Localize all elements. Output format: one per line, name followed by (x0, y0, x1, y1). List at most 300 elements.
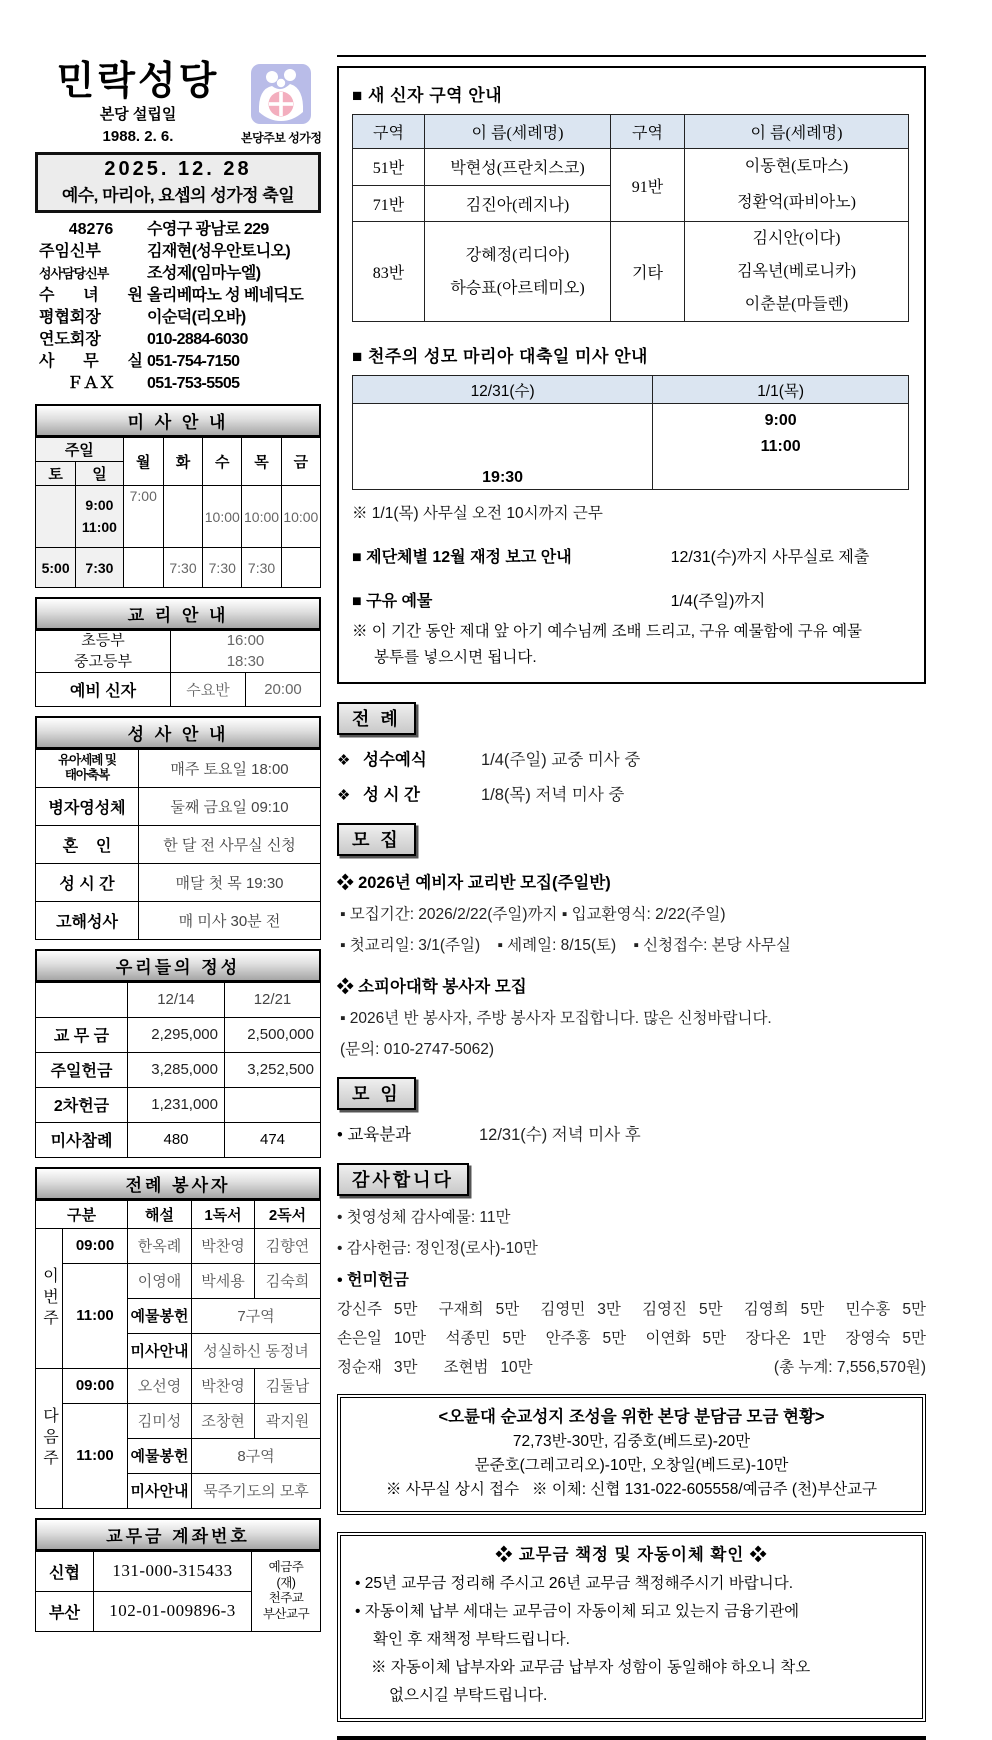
bottom-rule (337, 1736, 926, 1740)
meeting-item (337, 1121, 926, 1145)
cell: 5:00 (36, 548, 76, 588)
feast-mass-note: ※ 1/1(목) 사무실 오전 10시까지 근무 (352, 505, 603, 522)
cell: 51반 (353, 149, 425, 186)
table-row (36, 787, 321, 825)
recruit-item-line: ▪ 첫교리일: 3/1(주일) ▪ 세례일: 8/15(토) ▪ 신청접수: 본당 사무실 (340, 937, 791, 954)
cell (123, 548, 163, 588)
finance-report-desc: 12/31(수)까지 사무실로 제출 (670, 549, 870, 566)
cell: 묵주기도의 모후 (192, 1473, 321, 1508)
contact-list (35, 219, 321, 396)
donor-name: 안주홍 (545, 1330, 591, 1347)
table-row (36, 672, 321, 706)
col-header: 구분 (36, 1200, 128, 1228)
col-header: 구역 (353, 115, 425, 149)
recruit-item-line: ▪ 모집기간: 2026/2/22(주일)까지 ▪ 입교환영식: 2/22(주일) (340, 906, 726, 923)
donor-name: 손은일 (337, 1330, 382, 1347)
cell (685, 222, 909, 322)
donor (446, 1326, 527, 1348)
fund-box (337, 1394, 926, 1515)
donation-total: (총 누계: 7,556,570원) (773, 1359, 926, 1376)
table-row (36, 1403, 321, 1438)
contact-row (35, 285, 321, 307)
contact-label: 사 무 실 (39, 353, 143, 371)
col-header-date: 12/21 (225, 982, 321, 1017)
donor-row (337, 1326, 926, 1348)
table-row (36, 1263, 321, 1298)
founded-label: 본당 설립일 (99, 105, 177, 123)
donor-name: 장다온 (745, 1330, 791, 1347)
cell: 수요반 (171, 672, 246, 706)
account-number: 131-000-315433 (94, 1551, 252, 1591)
table-row (353, 222, 909, 322)
sacraments-table (35, 749, 321, 940)
table-row (353, 376, 909, 404)
diamond-bullet-icon: ❖ (337, 787, 351, 804)
cell: 성실하신 동정녀 (192, 1333, 321, 1368)
cell: 10:00 (281, 486, 320, 548)
contact-value: 051-754-7150 (147, 353, 240, 371)
table-row (36, 863, 321, 901)
feast-mass-title: ■ 천주의 성모 마리아 대축일 미사 안내 (352, 347, 648, 366)
sacrament-label: 유아세례 및 (58, 752, 116, 767)
cell: 474 (225, 1122, 321, 1157)
donor-name: 김영진 (642, 1301, 687, 1318)
recruit-section-header: 모 집 (337, 823, 416, 856)
contact-label: 연도회장 (39, 331, 101, 349)
contact-value: 조성제(임마누엘) (147, 264, 261, 282)
cell (653, 404, 909, 490)
cell: 김미성 (128, 1403, 192, 1438)
cell: 오선영 (128, 1368, 192, 1403)
bank-name: 부산 (36, 1591, 94, 1631)
account-number: 102-01-009896-3 (94, 1591, 252, 1631)
cell: 71반 (353, 185, 425, 222)
member-name: 이동현(토마스) (744, 158, 849, 175)
cell: 미사안내 (128, 1473, 192, 1508)
donor-amount: 5만 (902, 1301, 926, 1318)
cell: 둘째 금요일 09:10 (139, 787, 321, 825)
donor (746, 1326, 827, 1348)
pledge-box-line: 확인 후 재책정 부탁드립니다. (373, 1630, 570, 1648)
table-row (36, 1087, 321, 1122)
donor (642, 1297, 723, 1319)
recruit-item-line: ▪ 2026년 반 봉사자, 주방 봉사자 모집합니다. 많은 신청바랍니다. (340, 1010, 772, 1027)
table-row (353, 115, 909, 149)
donor (540, 1297, 621, 1319)
contact-value: 올리베따노 성 베네딕도 (147, 287, 304, 305)
accounts-table (35, 1551, 321, 1632)
mass-schedule-table (35, 437, 321, 588)
col-header-fri: 금 (281, 438, 320, 486)
masthead (35, 60, 321, 147)
cell: 미사안내 (128, 1333, 192, 1368)
table-row (36, 1052, 321, 1087)
cell (36, 749, 139, 787)
crib-note: 봉투를 넣으시면 됩니다. (374, 649, 537, 666)
col-header: 1/1(목) (653, 376, 909, 404)
feast-mass-table (352, 375, 909, 490)
cell: 11:00 (63, 1403, 128, 1508)
left-column (35, 60, 321, 1632)
cell: 2차헌금 (36, 1087, 128, 1122)
week-label: 다음주 (36, 1368, 63, 1508)
donor-name: 정순재 (337, 1359, 382, 1376)
donor-name: 석종민 (445, 1330, 491, 1347)
crib-offering-desc: 1/4(주일)까지 (670, 593, 766, 610)
donor-amount: 5만 (602, 1330, 627, 1347)
cell (36, 486, 76, 548)
liturgy-item (337, 781, 926, 805)
cell: 매주 토요일 18:00 (139, 749, 321, 787)
new-members-table (352, 114, 909, 322)
cell (163, 486, 202, 548)
cell: 10:00 (242, 486, 281, 548)
col-header-tue: 화 (163, 438, 202, 486)
cell: 교 무 금 (36, 1017, 128, 1052)
logo-caption: 본당주보 성가정 (241, 131, 322, 145)
meeting-item-label: • 교육분과 (337, 1126, 412, 1144)
table-row (36, 982, 321, 1017)
recruit-item-title: ❖ 소피아대학 봉사자 모집 (337, 978, 527, 996)
catechism-group: 초등부 (81, 632, 125, 650)
table-row (36, 1228, 321, 1263)
donor-row (337, 1297, 926, 1319)
catechism-table (35, 630, 321, 707)
cell: 성 시 간 (36, 863, 139, 901)
cell: 83반 (353, 222, 425, 322)
account-holder (252, 1551, 321, 1631)
cell: 고해성사 (36, 901, 139, 939)
cell: 09:00 (63, 1368, 128, 1403)
cell: 예비 신자 (36, 672, 171, 706)
bank-name: 신협 (36, 1551, 94, 1591)
cell (685, 149, 909, 222)
table-row (36, 1200, 321, 1228)
contact-label: ＦＡＸ (66, 375, 115, 393)
liturgy-item-desc: 1/4(주일) 교중 미사 중 (481, 751, 641, 769)
pledge-box-line: • 25년 교무금 정리해 주시고 26년 교무금 책정해주시기 바랍니다. (355, 1574, 794, 1592)
cell: 김둘남 (255, 1368, 321, 1403)
donor-name: 강신주 (337, 1301, 382, 1318)
donor (337, 1297, 418, 1319)
cell: 1,231,000 (128, 1087, 225, 1122)
cell (36, 982, 128, 1017)
meeting-section-header: 모 임 (337, 1077, 416, 1110)
cell: 8구역 (192, 1438, 321, 1473)
table-row (36, 1017, 321, 1052)
liturgy-item (337, 746, 926, 770)
fund-box-line: 문준호(그레고리오)-10만, 오창일(베드로)-10만 (474, 1456, 789, 1474)
cell (171, 631, 321, 673)
donor-amount: 3만 (597, 1301, 621, 1318)
feast-name: 예수, 마리아, 요셉의 성가정 축일 (61, 185, 295, 205)
mass-time: 11:00 (760, 438, 801, 456)
col-header-mon: 월 (123, 438, 163, 486)
donor-name: 이연화 (645, 1330, 691, 1347)
donor-name: 장영숙 (845, 1330, 891, 1347)
contact-label: 주임신부 (39, 242, 101, 260)
cell: 매 미사 30분 전 (139, 901, 321, 939)
cell: 김진아(레지나) (425, 185, 611, 222)
pledge-box (337, 1532, 926, 1722)
cell: 이영애 (128, 1263, 192, 1298)
catechism-time: 16:00 (226, 632, 265, 650)
contact-value: 051-753-5505 (147, 375, 240, 393)
recruit-item-title: ❖ 2026년 예비자 교리반 모집(주일반) (337, 874, 611, 892)
col-header-wed: 수 (203, 438, 242, 486)
donor (337, 1326, 426, 1348)
servers-table (35, 1200, 321, 1509)
col-header-date: 12/14 (128, 982, 225, 1017)
parish-logo-block (241, 60, 321, 146)
donor (337, 1355, 418, 1377)
contact-label: 성사담당신부 (39, 265, 109, 281)
cell: 2,295,000 (128, 1017, 225, 1052)
donor-name: 김영민 (540, 1301, 586, 1318)
table-row (353, 149, 909, 186)
contact-value: 010-2884-6030 (147, 331, 248, 349)
fund-box-line: 72,73반-30만, 김중호(베드로)-20만 (512, 1432, 751, 1450)
fund-box-line: ※ 사무실 상시 접수 ※ 이체: 신협 131-022-605558/예금주 (천)부산교구 (385, 1480, 878, 1498)
donor-row (337, 1355, 926, 1377)
col-header-weekend: 주일 (36, 438, 124, 462)
cell: 한옥례 (128, 1228, 192, 1263)
contact-label: 수 녀 원 (39, 287, 143, 305)
table-row (36, 1368, 321, 1403)
donor (546, 1326, 627, 1348)
cell: 20:00 (246, 672, 321, 706)
col-header: 해설 (128, 1200, 192, 1228)
col-header: 구역 (611, 115, 685, 149)
donor (439, 1297, 520, 1319)
cell: 김향연 (255, 1228, 321, 1263)
col-header: 12/31(수) (353, 376, 653, 404)
catechism-group: 중고등부 (74, 652, 132, 670)
member-name: 이춘분(마들렌) (744, 296, 849, 313)
catechism-header: 교 리 안 내 (35, 597, 321, 630)
week-label: 이번주 (36, 1228, 63, 1368)
meeting-item-desc: 12/31(수) 저녁 미사 후 (479, 1126, 641, 1144)
recruit-item-line: (문의: 010-2747-5062) (340, 1041, 495, 1058)
pledge-box-title: ❖ 교무금 책정 및 자동이체 확인 ❖ (495, 1545, 768, 1564)
table-row (36, 825, 321, 863)
cell (76, 486, 123, 548)
cell: 김숙희 (255, 1263, 321, 1298)
donor-amount: 3만 (393, 1359, 418, 1376)
donor-amount: 5만 (800, 1301, 825, 1318)
cell: 7:30 (76, 548, 123, 588)
member-name: 정환억(파비아노) (737, 194, 856, 211)
cell: 박찬영 (192, 1368, 255, 1403)
cell: 매달 첫 목 19:30 (139, 863, 321, 901)
fund-box-title: <오륜대 순교성지 조성을 위한 본당 분담금 모금 현황> (438, 1408, 825, 1426)
donor-amount: 10만 (393, 1330, 427, 1347)
date-feast-box (35, 152, 321, 213)
table-row (36, 749, 321, 787)
cell: 3,252,500 (225, 1052, 321, 1087)
donor (845, 1326, 926, 1348)
contact-row (35, 351, 321, 373)
servers-header: 전례 봉사자 (35, 1167, 321, 1200)
cell: 480 (128, 1122, 225, 1157)
donor-name: 민수홍 (845, 1301, 891, 1318)
member-name: 김옥년(베로니카) (737, 263, 856, 280)
liturgy-item-desc: 1/8(목) 저녁 미사 중 (481, 786, 625, 804)
cell: 10:00 (203, 486, 242, 548)
cell (425, 222, 611, 322)
crib-offering-row (352, 588, 911, 611)
cell: 박찬영 (192, 1228, 255, 1263)
table-row (36, 631, 321, 673)
masthead-text (35, 60, 241, 147)
cell: 곽지원 (255, 1403, 321, 1438)
cell: 병자영성체 (36, 787, 139, 825)
donor (646, 1326, 727, 1348)
holder-line: 예금주 (268, 1560, 304, 1575)
sacrament-label: 태아축복 (64, 768, 110, 783)
donor-name: 구재희 (438, 1301, 484, 1318)
table-row (353, 404, 909, 490)
contact-row (35, 307, 321, 329)
cell: 예물봉헌 (128, 1438, 192, 1473)
pledge-box-line: ※ 자동이체 납부자와 교무금 납부자 성함이 동일해야 하오니 착오 (371, 1658, 811, 1676)
donor-amount: 5만 (702, 1330, 727, 1347)
cell: 09:00 (63, 1228, 128, 1263)
liturgy-item-label: 성수예식 (363, 751, 427, 769)
table-row (36, 1551, 321, 1591)
pledge-box-line: • 자동이체 납부 세대는 교무금이 자동이체 되고 있는지 금융기관에 (355, 1602, 800, 1620)
cell: 예물봉헌 (128, 1298, 192, 1333)
finance-report-title: ■ 제단체별 12월 재정 보고 안내 (352, 549, 572, 566)
crib-note: ※ 이 기간 동안 제대 앞 아기 예수님께 조배 드리고, 구유 예물함에 구유 예물 (352, 623, 863, 640)
donor-amount: 10만 (500, 1359, 533, 1376)
col-header-sat: 토 (36, 462, 76, 486)
rice-fund-label: • 헌미헌금 (337, 1272, 409, 1289)
morning-mass-row (36, 486, 321, 548)
founded-date: 1988. 2. 6. (102, 128, 174, 146)
mass-time: 9:00 (764, 412, 797, 429)
table-row (36, 438, 321, 462)
cell: 19:30 (353, 404, 653, 490)
crib-offering-title: ■ 구유 예물 (352, 593, 433, 610)
thanks-line: • 첫영성체 감사예물: 11만 (337, 1209, 511, 1226)
offerings-header: 우리들의 정성 (35, 949, 321, 982)
cell (225, 1087, 321, 1122)
donor-amount: 5만 (393, 1301, 418, 1318)
member-name: 강혜정(리디아) (465, 246, 570, 264)
pledge-box-line: 없으시길 부탁드립니다. (389, 1686, 548, 1704)
cell: 박현성(프란치스코) (425, 149, 611, 186)
col-header: 2독서 (255, 1200, 321, 1228)
col-header: 이 름(세례명) (425, 115, 611, 149)
col-header: 1독서 (192, 1200, 255, 1228)
accounts-header: 교무금 계좌번호 (35, 1518, 321, 1551)
contact-row (35, 263, 321, 285)
cell: 미사참례 (36, 1122, 128, 1157)
cell: 7:30 (163, 548, 202, 588)
contact-row (35, 219, 321, 241)
holder-line: 천주교 (268, 1591, 304, 1606)
contact-label: 평협회장 (39, 309, 101, 327)
holder-line: (재) (276, 1575, 296, 1590)
donor-amount: 5만 (495, 1301, 520, 1318)
col-header-sun: 일 (76, 462, 123, 486)
cell: 7:30 (242, 548, 281, 588)
thanks-section-header: 감사합니다 (337, 1163, 469, 1196)
cell: 혼 인 (36, 825, 139, 863)
holy-family-logo-icon (249, 62, 313, 126)
contact-row (35, 329, 321, 351)
donor (744, 1297, 825, 1319)
donor-amount: 5만 (502, 1330, 527, 1347)
col-header: 이 름(세례명) (685, 115, 909, 149)
mass-time: 11:00 (81, 518, 117, 535)
sacraments-header: 성 사 안 내 (35, 716, 321, 749)
announcements-box (337, 66, 926, 684)
member-name: 하승표(아르테미오) (450, 279, 585, 297)
donor-amount: 5만 (902, 1330, 926, 1347)
donor-name: 조현범 (443, 1359, 489, 1376)
mass-schedule-header: 미 사 안 내 (35, 404, 321, 437)
contact-label: 48276 (68, 220, 114, 238)
donor (444, 1355, 533, 1377)
table-row (36, 901, 321, 939)
cell: 7:00 (123, 486, 163, 548)
contact-value: 수영구 광남로 229 (147, 220, 269, 238)
holder-line: 부산교구 (262, 1607, 310, 1622)
thanks-line: • 감사헌금: 정인정(로사)-10만 (337, 1240, 538, 1257)
top-rule (337, 55, 926, 57)
donor-name: 김영희 (743, 1301, 789, 1318)
new-members-title: ■ 새 신자 구역 안내 (352, 86, 503, 105)
parish-title: 민락성당 (56, 60, 220, 103)
cell: 한 달 전 사무실 신청 (139, 825, 321, 863)
cell: 박세용 (192, 1263, 255, 1298)
evening-mass-row (36, 548, 321, 588)
donor-amount: 1만 (802, 1330, 827, 1347)
cell: 조창현 (192, 1403, 255, 1438)
offerings-table (35, 982, 321, 1158)
cell: 11:00 (63, 1263, 128, 1368)
contact-row (35, 241, 321, 263)
mass-time: 9:00 (85, 497, 114, 514)
member-name: 김시안(이다) (752, 230, 841, 247)
col-header-thu: 목 (242, 438, 281, 486)
contact-row (35, 373, 321, 395)
contact-value: 이순덕(리오바) (147, 309, 246, 327)
cell: 주일헌금 (36, 1052, 128, 1087)
right-column (337, 55, 926, 1740)
table-row (36, 1122, 321, 1157)
cell: 91반 (611, 149, 685, 222)
cell: 2,500,000 (225, 1017, 321, 1052)
bulletin-date: 2025. 12. 28 (104, 157, 252, 180)
contact-value: 김재현(성우안토니오) (147, 242, 291, 260)
cell: 3,285,000 (128, 1052, 225, 1087)
liturgy-item-label: 성 시 간 (363, 786, 420, 804)
catechism-time: 18:30 (226, 652, 265, 670)
cell: 7:30 (203, 548, 242, 588)
liturgy-section-header: 전 례 (337, 702, 416, 735)
cell (281, 548, 320, 588)
cell: 7구역 (192, 1298, 321, 1333)
diamond-bullet-icon: ❖ (337, 752, 351, 769)
cell: 기타 (611, 222, 685, 322)
cell (36, 631, 171, 673)
donor-amount: 5만 (698, 1301, 723, 1318)
donor (845, 1297, 926, 1319)
finance-report-row (352, 544, 911, 567)
